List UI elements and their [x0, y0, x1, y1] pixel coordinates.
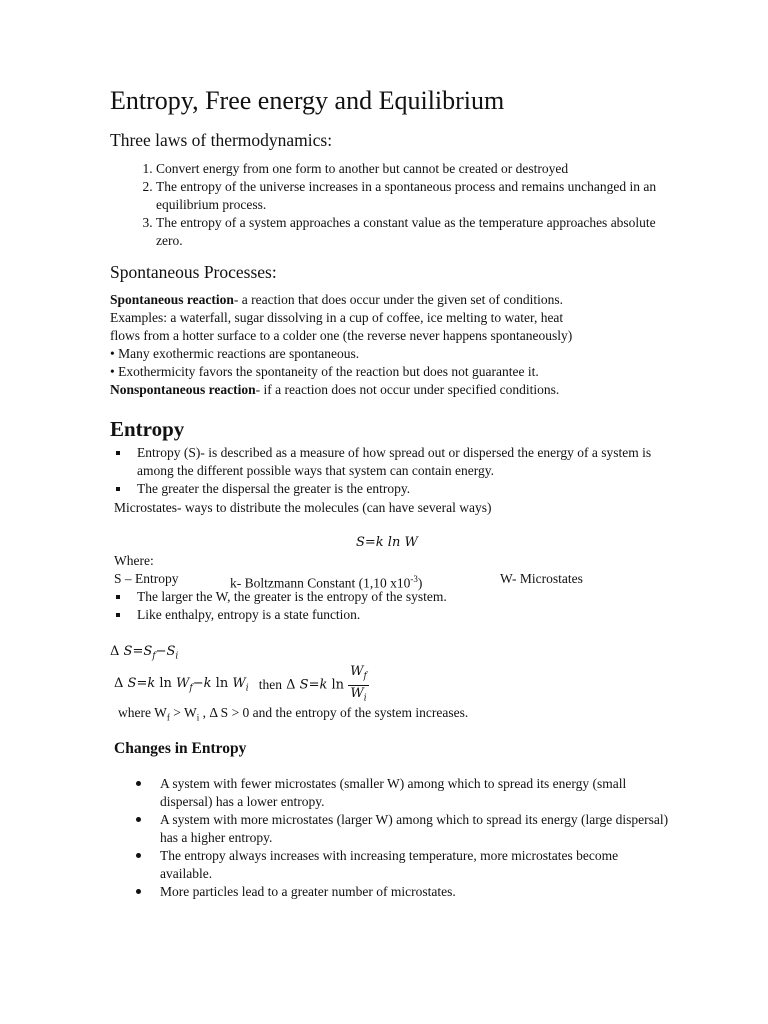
- delta-s-equation: Δ $S=S_f-S_i$: [110, 644, 179, 662]
- where-label: Where:: [114, 553, 154, 568]
- page-title: Entropy, Free energy and Equilibrium: [110, 86, 505, 115]
- changes-heading: Changes in Entropy: [114, 740, 247, 757]
- nonspontaneous-definition: [110, 381, 650, 399]
- entropy-bullet-1-text: Entropy (S)- is described as a measure of how spread out or dispersed the energy of a system is among the different possible ways that system can contain energy.: [137, 445, 652, 478]
- delta-s-ln-equation: Δ S=k $\ln W_f-k$ $\ln W_i$ then Δ S=k ln $\frac{W_f}{W_i}$: [114, 664, 369, 706]
- nonspontaneous-term: Nonspontaneous reaction: [110, 382, 256, 397]
- spontaneous-paragraph: [110, 291, 650, 399]
- where-increase-line: [118, 704, 468, 727]
- law-item-2: 2. The entropy of the universe increases in a spontaneous process and remains unchanged in an equilibrium process.: [156, 178, 676, 214]
- definition-s: S – Entropy: [114, 571, 179, 586]
- entropy-bullet-2-text: The greater the dispersal the greater is the entropy.: [137, 481, 411, 496]
- entropy-bullet-4-text: Like enthalpy, entropy is a state function.: [137, 607, 361, 622]
- changes-bullets: [110, 775, 670, 901]
- where-increase-sub-f: f: [166, 712, 170, 723]
- examples-line-1: Examples: a waterfall, sugar dissolving in a cup of coffee, ice melting to water, heat: [110, 310, 564, 325]
- changes-bullet-4-text: More particles lead to a greater number of microstates.: [160, 884, 456, 899]
- definition-w: W- Microstates: [500, 571, 583, 586]
- changes-bullet-2: [110, 811, 670, 847]
- exothermic-bullet-2: [110, 363, 650, 381]
- where-increase-pre: where W: [118, 705, 167, 720]
- spontaneous-heading: Spontaneous Processes:: [110, 262, 277, 282]
- bullet-icon: •: [110, 364, 115, 379]
- square-bullet-icon: [116, 595, 120, 599]
- entropy-bullet-3: [114, 588, 674, 606]
- where-increase-sub-i: i: [196, 712, 200, 723]
- wf-over-wi-fraction: $\frac{W_f}{W_i}$: [350, 664, 367, 704]
- changes-bullet-3: [110, 847, 670, 883]
- entropy-bullet-3-text: The larger the W, the greater is the entropy of the system.: [137, 589, 447, 604]
- entropy-heading: Entropy: [110, 417, 185, 441]
- bullet-icon: [136, 817, 141, 822]
- laws-heading: Three laws of thermodynamics:: [110, 130, 333, 150]
- entropy-bullet-4: [114, 606, 674, 624]
- square-bullet-icon: [116, 451, 120, 455]
- exothermic-bullet-2-text: Exothermicity favors the spontaneity of the reaction but does not guarantee it.: [118, 364, 539, 379]
- entropy-bullets: [114, 444, 674, 498]
- where-increase-post: , Δ S > 0 and the entropy of the system increases.: [199, 705, 469, 720]
- law-item-1: 1. Convert energy from one form to another but cannot be created or destroyed: [156, 160, 676, 178]
- square-bullet-icon: [116, 613, 120, 617]
- law-item-3: 3. The entropy of a system approaches a constant value as the temperature approaches absolute zero.: [156, 214, 676, 250]
- square-bullet-icon: [116, 487, 120, 491]
- nonspontaneous-definition-text: - if a reaction does not occur under specified conditions.: [255, 382, 560, 397]
- bullet-icon: [136, 853, 141, 858]
- definition-k-exponent: -3: [410, 574, 418, 584]
- where-increase-gt: > W: [169, 705, 197, 720]
- changes-bullet-4: [110, 883, 670, 901]
- entropy-bullet-1: [114, 444, 674, 480]
- changes-bullet-1-text: A system with fewer microstates (smaller W) among which to spread its energy (small dispersal) has a lower entropy.: [160, 776, 627, 809]
- entropy-bullet-2: [114, 480, 674, 498]
- exothermic-bullet-1: [110, 345, 650, 363]
- definition-k-close: ): [417, 575, 423, 591]
- bullet-icon: [136, 781, 141, 786]
- spontaneous-term: Spontaneous reaction: [110, 292, 234, 307]
- entropy-bullets-2: [114, 588, 674, 624]
- exothermic-bullet-1-text: Many exothermic reactions are spontaneous.: [118, 346, 360, 361]
- changes-bullet-3-text: The entropy always increases with increasing temperature, more microstates become available.: [160, 848, 619, 881]
- spontaneous-definition-text: - a reaction that does occur under the given set of conditions.: [233, 292, 564, 307]
- microstates-line: Microstates- ways to distribute the molecules (can have several ways): [114, 500, 492, 515]
- examples-line-2: flows from a hotter surface to a colder one (the reverse never happens spontaneously): [110, 328, 573, 343]
- definition-k-text: k- Boltzmann Constant (1,10 x10: [230, 575, 411, 591]
- formula-main: S=k ln W: [356, 535, 418, 550]
- changes-bullet-2-text: A system with more microstates (larger W) among which to spread its energy (large dispersal) has a higher entropy.: [160, 812, 669, 845]
- changes-bullet-1: [110, 775, 670, 811]
- spontaneous-definition: [110, 291, 650, 309]
- bullet-icon: •: [110, 346, 115, 361]
- then-word: then: [258, 677, 282, 693]
- laws-list: [110, 160, 676, 250]
- bullet-icon: [136, 889, 141, 894]
